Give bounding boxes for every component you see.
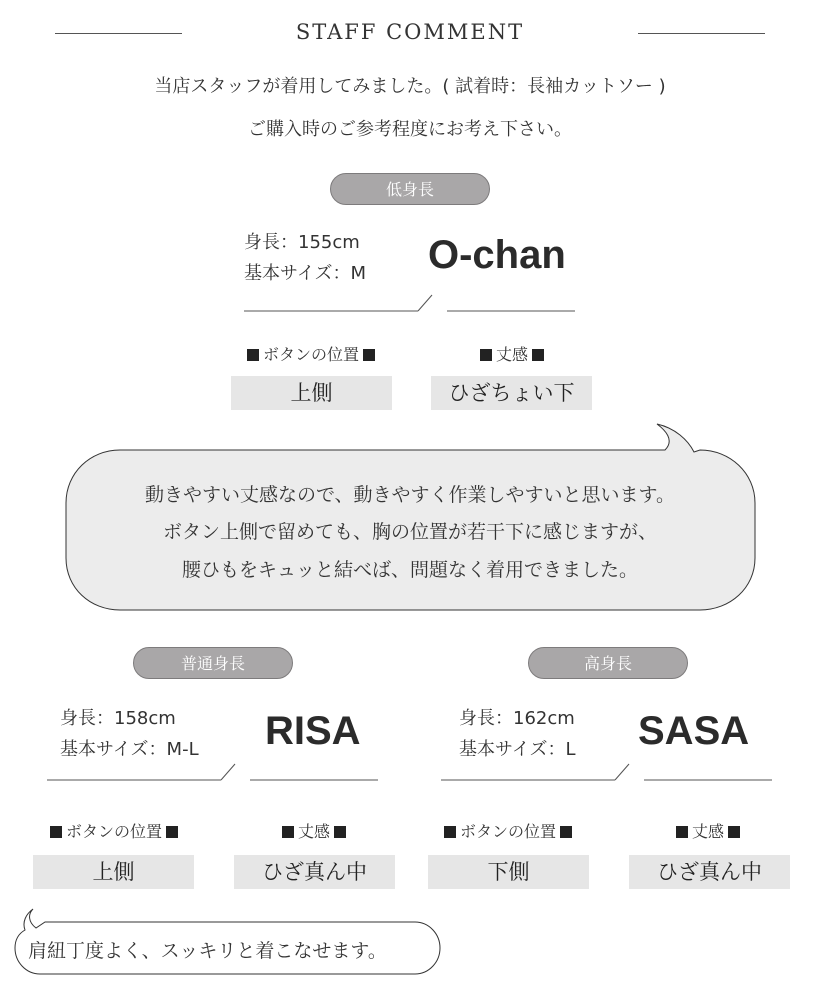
height-text: 身長：162cm: [459, 708, 575, 729]
button-position-label: ボタンの位置: [33, 819, 195, 842]
small-comment-text: 肩紐丁度よく、スッキリと着こなせます。: [28, 940, 387, 962]
length-label: 丈感: [432, 342, 592, 365]
size-text: 基本サイズ：L: [459, 739, 576, 760]
staff-name: RISA: [265, 709, 361, 753]
button-position-label: ボタンの位置: [427, 819, 589, 842]
category-pill-normal: 普通身長: [133, 647, 293, 679]
button-position-value: 上側: [231, 376, 392, 410]
length-label: 丈感: [628, 819, 788, 842]
intro-line-2: ご購入時のご参考程度にお考え下さい。: [248, 119, 572, 140]
button-position-value: 上側: [33, 855, 194, 889]
staff-name: SASA: [638, 709, 750, 753]
length-value: ひざ真ん中: [234, 855, 395, 889]
height-text: 身長：158cm: [60, 708, 176, 729]
section-title: STAFF COMMENT: [295, 20, 525, 44]
length-label: 丈感: [234, 819, 394, 842]
category-pill-short: 低身長: [330, 173, 490, 205]
staff-name: O-chan: [428, 233, 566, 277]
comment-line-2: ボタン上側で留めても、胸の位置が若干下に感じますが、: [162, 521, 657, 543]
length-value: ひざちょい下: [431, 376, 592, 410]
comment-line-1: 動きやすい丈感なので、動きやすく作業しやすいと思います。: [144, 484, 676, 506]
button-position-value: 下側: [428, 855, 589, 889]
button-position-label: ボタンの位置: [230, 342, 392, 365]
height-text: 身長：155cm: [244, 232, 360, 253]
comment-line-3: 腰ひもをキュッと結べば、問題なく着用できました。: [181, 559, 638, 581]
size-text: 基本サイズ：M: [244, 263, 367, 284]
size-text: 基本サイズ：M-L: [60, 739, 199, 760]
category-pill-tall: 高身長: [528, 647, 688, 679]
length-value: ひざ真ん中: [629, 855, 790, 889]
intro-line-1: 当店スタッフが着用してみました。( 試着時：長袖カットソー ): [154, 76, 666, 97]
